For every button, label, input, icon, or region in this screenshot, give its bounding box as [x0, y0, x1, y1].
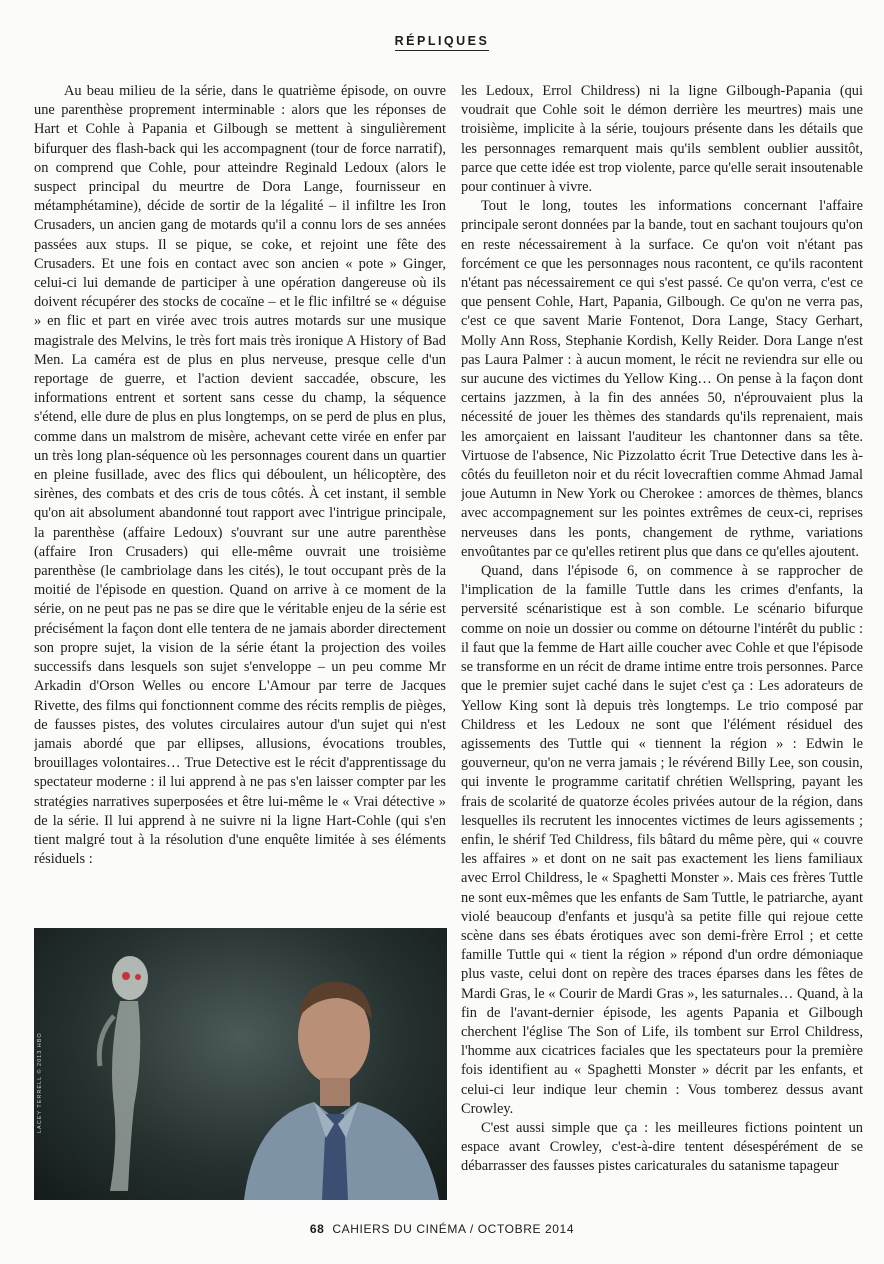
article-column-right	[461, 82, 863, 1224]
paragraph: Quand, dans l'épisode 6, on commence à se rapprocher de l'implication de la famille Tuttle dans les crimes d'enfants, la perversité scénaristique est à son comble. Le scénario bifurque comme on noie un dossier ou comme on détourne l'intérêt du public : il faut que la femme de Hart aille coucher avec Cohle et que l'épisode se transforme en un récit de drame intime entre trois personnes. Parce que le premier sujet caché dans le sujet c'est ça : Les adorateurs de Yellow King sont là depuis très longtemps. Le trio composé par Childress et les Ledoux ne sont que l'élément résiduel des agissements des Tuttle qui « tiennent la région » : Edwin le gouverneur, qu'on ne verra jamais ; le révérend Billy Lee, son cousin, qui invente le programme caritatif chrétien Wellspring, payant les frais de scolarité de quatorze écoles privées autour de la région, dans lesquelles ils recrutent les innocentes victimes de leurs agissements ; enfin, le shérif Ted Childress, fils bâtard du même père, qui « couvre les affaires » et dont on ne sait pas exactement les liens familiaux avec Errol Childress, le « Spaghetti Monster ». Mais ces frères Tuttle ne sont eux-mêmes que les enfants de Sam Tuttle, le patriarche, ayant violé beaucoup d'enfants et jusqu'à sa petite fille qui rejoue cette scène dans ses ébats érotiques avec son demi-frère Errol ; et cette famille Tuttle qui « tient la région » répond d'un ordre démoniaque plus vaste, celui dont on repère des traces éparses dans les fêtes de Mardi Gras, le « Courir de Mardi Gras », les saturnales… Quand, à la fin de l'avant-dernier épisode, les agents Papania et Gilbough cherchent l'église The Son of Life, ils tombent sur Errol Childress, l'homme aux cicatrices faciales que les spectateurs pour la première fois identifient au « Spaghetti Monster » décrit par les enfants, et celui-ci leur indique leur chemin : Vous tomberez dessus avant Crowley.	[461, 563, 863, 1117]
publication-info: CAHIERS DU CINÉMA / OCTOBRE 2014	[332, 1222, 575, 1236]
paragraph: les Ledoux, Errol Childress) ni la ligne Gilbough-Papania (qui voudrait que Cohle soit le démon derrière les meurtres) mais une troisième, implicite à la série, toujours présente dans les détails que les personnages remarquent mais qu'ils semblent oublier aussitôt, parce que cette idée est trop violente, parce qu'elle serait insoutenable pour continuer à vivre.	[461, 83, 863, 196]
portrait-man	[234, 968, 447, 1200]
article-column-left	[34, 82, 446, 920]
page-number: 68	[309, 1222, 325, 1236]
paragraph: Tout le long, toutes les informations concernant l'affaire principale seront données par la bande, tout en sachant toujours qu'on en reste nécessairement à la surface. Ce qu'on voit n'étant pas forcément ce que les personnages nous racontent, ce qu'ils racontent n'étant pas nécessairement ce qui s'est passé. Ce qu'on verra, c'est ce que pensent Cohle, Hart, Papania, Gilbough. Ce qu'on ne verra pas, c'est ce que savent Marie Fontenot, Dora Lange, Stacy Gerhart, Molly Ann Ross, Stephanie Kordish, Kelly Reider. Dora Lange n'est pas Laura Palmer : à aucun moment, le récit ne reviendra sur elle ou sur aucune des victimes du Yellow King… On pense à la façon dont certains jazzmen, à la fin des années 50, n'éprouvaient plus la nécessité de jouer les thèmes des standards qu'ils reprenaient, mais les amorçaient en laissant l'auditeur les chantonner dans sa tête. Virtuose de l'absence, Nic Pizzolatto écrit True Detective dans les à-côtés du feuilleton noir et du récit lovecraftien comme Ahmad Jamal joue Autumn in New York ou Cherokee : amorces de thèmes, blancs avec accompagnement sur les pointes extrêmes de ceux-ci, reprises nerveuses dans les ponts, changement de rythme, variations envoûtantes par ce qu'elles retirent plus que dans ce qu'elles ajoutent.	[461, 198, 863, 560]
section-title: RÉPLIQUES	[395, 34, 490, 51]
article-photo	[34, 928, 447, 1200]
angel-figure-illustration	[90, 946, 160, 1196]
paragraph: C'est aussi simple que ça : les meilleures fictions pointent un espace avant Crowley, c'est-à-dire tentent désespérément de se débarrasser des fausses pistes caricaturales du satanisme tapageur	[461, 1119, 863, 1175]
page-footer	[0, 1222, 884, 1236]
paragraph: Au beau milieu de la série, dans le quatrième épisode, on ouvre une parenthèse proprement interminable : alors que les réponses de Hart et Cohle à Papania et Gilbough se mettent à singulièrement bifurquer des flash-back qui les accompagnent (tour de force narratif), on comprend que Cohle, pour atteindre Reginald Ledoux (alors le suspect principal du meurtre de Dora Lange, fournisseur en métamphétamine), décide de sortir de la légalité – il infiltre les Iron Crusaders, un ancien gang de motards qu'il a connu lors de ses années passées aux stups. Il se pique, se coke, et rejoint une fête des Crusaders. Et une fois en contact avec son ancien « pote » Ginger, celui-ci lui demande de participer à une opération dangereuse où ils doivent récupérer des stocks de cocaïne – et le flic infiltré se « déguise » en flic et part en virée avec trois autres motards sur une musique magistrale des Melvins, le très fort mais très ironique A History of Bad Men. La caméra est de plus en plus nerveuse, presque celle d'un reportage de guerre, et l'action devient saccadée, obscure, les informations entrent et sortent sans cesse du champ, la séquence s'étend, elle dure de plus en plus longtemps, on se perd de plus en plus, comme dans un malstrom de misère, achevant cette virée en enfer par un très long plan-séquence où les personnages courent dans un quartier en pleine fusillade, avec des flics qui déboulent, un hélicoptère, des sirènes, des combats et des cris de tous côtés. À cet instant, il semble qu'on ait absolument abandonné tout rapport avec l'intrigue principale, la parenthèse (affaire Ledoux) s'ouvrant sur une autre parenthèse (affaire Iron Crusaders) qui elle-même ouvrait une troisième parenthèse (le cambriolage dans les cités), le tout occupant près de la moitié de l'épisode en question. Quand on arrive à ce moment de la série, on ne peut pas ne pas se dire que le véritable enjeu de la série est précisément la façon dont elle tentera de ne jamais aborder directement son propre sujet, la vision de la série étant la projection des voiles successifs dans lesquels son sujet s'enveloppe – un peu comme Mr Arkadin d'Orson Welles ou encore L'Amour par terre de Jacques Rivette, des films qui fonctionnent comme des récits remplis de pièges, de fausses pistes, des volutes circulaires autour d'un sujet qui n'est jamais abordé que par ellipses, allusions, évocations troubles, brouillages volontaires… True Detective est le récit d'apprentissage du spectateur moderne : il lui apprend à ne pas s'en laisser compter par les stratégies narratives superposées et être lui-même le « Vrai détective » de la série. Il lui apprend à ne suivre ni la ligne Hart-Cohle (qui s'en tient malgré tout à la résolution d'une enquête limitée à ses éléments résiduels :	[34, 83, 446, 868]
photo-credit: LACEY TERRELL © 2013 HBO	[37, 1032, 43, 1133]
section-header	[0, 34, 884, 51]
